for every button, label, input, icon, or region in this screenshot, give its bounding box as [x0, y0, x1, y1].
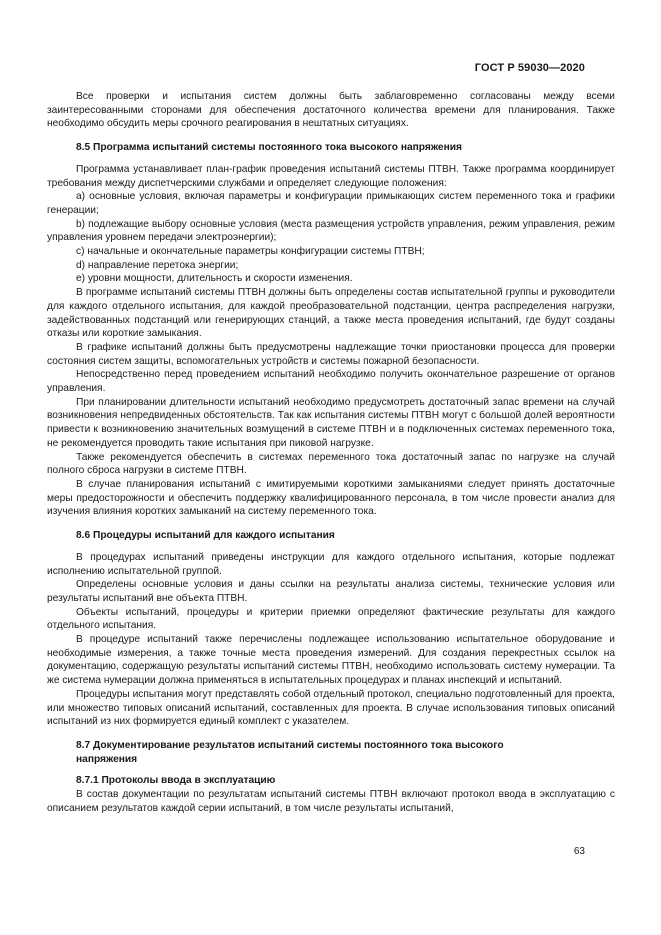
section-heading: 8.6 Процедуры испытаний для каждого испытания [76, 530, 335, 542]
paragraph: c) начальные и окончательные параметры конфигурации системы ПТВН; [76, 246, 425, 258]
spacer [47, 155, 615, 163]
page-number: 63 [573, 846, 585, 857]
paragraph: Программа устанавливает план-график проведения испытаний системы ПТВН. Также программа координирует требования между диспетчерскими службами и определяет следующие положения: [47, 163, 615, 189]
document-body [47, 90, 615, 815]
section-heading: 8.7 Документирование результатов испытаний системы постоянного тока высокого [76, 739, 504, 751]
section-heading: напряжения [76, 753, 138, 765]
paragraph: В процедуре испытаний также перечислены подлежащее использованию испытательное оборудование и необходимые измерения, а также точные места проведения измерений. Для создания перекрестных ссылок на документацию, содержащую результаты испытаний системы ПТВН, необходимо использовать систему нумерации. Та же система нумерации должна применяться в испытательных процедурах и планах инспекций и испытаний. [47, 634, 615, 687]
paragraph: Также рекомендуется обеспечить в системах переменного тока достаточный запас по нагрузке на случай полного сброса нагрузки в системе ПТВН. [47, 451, 615, 477]
spacer [47, 131, 615, 141]
spacer [47, 729, 615, 739]
paragraph: В случае планирования испытаний с имитируемыми короткими замыканиями следует принять достаточные меры предосторожности и обеспечить поддержку квалифицированного персонала, в том числе провести анализ для изучения влияния коротких замыканий на систему переменного тока. [47, 478, 615, 518]
section-heading: 8.7.1 Протоколы ввода в эксплуатацию [76, 775, 276, 787]
paragraph: Определены основные условия и даны ссылки на результаты анализа системы, технические условия или результаты испытаний вне объекта ПТВН. [47, 579, 615, 604]
document-id-header: ГОСТ Р 59030—2020 [474, 62, 585, 74]
paragraph: В программе испытаний системы ПТВН должны быть определены состав испытательной группы и руководители для каждого отдельного испытания, для каждой преобразовательной подстанции, центра распределения нагрузки, задействованных подстанций или генерирующих станций, а также места проведения испытаний, где будут созданы отказы или короткие замыкания. [47, 287, 615, 340]
paragraph: b) подлежащие выбору основные условия (места размещения устройств управления, режим управления, режим управления уровнем передачи электроэнергии); [47, 218, 615, 244]
paragraph: В процедурах испытаний приведены инструкции для каждого отдельного испытания, которые подлежат исполнению испытательной группой. [47, 551, 615, 577]
paragraph: d) направление перетока энергии; [76, 259, 239, 271]
spacer [47, 543, 615, 551]
paragraph: Все проверки и испытания систем должны быть заблаговременно согласованы между всеми заинтересованными сторонами для обеспечения достаточного количества времени для планирования. Также необходимо обсудить меры срочного реагирования в нештатных ситуациях. [47, 91, 615, 130]
spacer [47, 519, 615, 529]
paragraph: Объекты испытаний, процедуры и критерии приемки определяют фактические результаты для каждого отдельного испытания. [47, 606, 615, 632]
paragraph: a) основные условия, включая параметры и конфигурации примыкающих систем переменного тока и графики генерации; [47, 191, 615, 216]
paragraph: При планировании длительности испытаний необходимо предусмотреть достаточный запас времени на случай возникновения непредвиденных обстоятельств. Так как испытания системы ПТВН могут с большой долей вероятности привести к возникновению значительных возмущений в системе ПТВН и в подключенных системах переменного тока, не рекомендуется проводить такие испытания при пиковой нагрузке. [47, 396, 615, 449]
paragraph: В графике испытаний должны быть предусмотрены надлежащие точки приостановки процесса для проверки состояния систем защиты, вспомогательных устройств и системы пожарной безопасности. [47, 341, 615, 367]
paragraph: Непосредственно перед проведением испытаний необходимо получить окончательное разрешение от органов управления. [47, 369, 615, 395]
paragraph: В состав документации по результатам испытаний системы ПТВН включают протокол ввода в эксплуатацию с описанием результатов каждой серии испытаний, в том числе результаты испытаний, [47, 789, 615, 814]
section-heading: 8.5 Программа испытаний системы постоянного тока высокого напряжения [76, 142, 462, 154]
paragraph: e) уровни мощности, длительность и скорости изменения. [76, 273, 353, 285]
paragraph: Процедуры испытания могут представлять собой отдельный протокол, специально подготовленный для проекта, или множество типовых описаний испытаний, составленных для проекта. В случае использования типовых описаний испытаний из них формируется единый комплект с указателем. [47, 688, 615, 728]
spacer [47, 766, 615, 774]
